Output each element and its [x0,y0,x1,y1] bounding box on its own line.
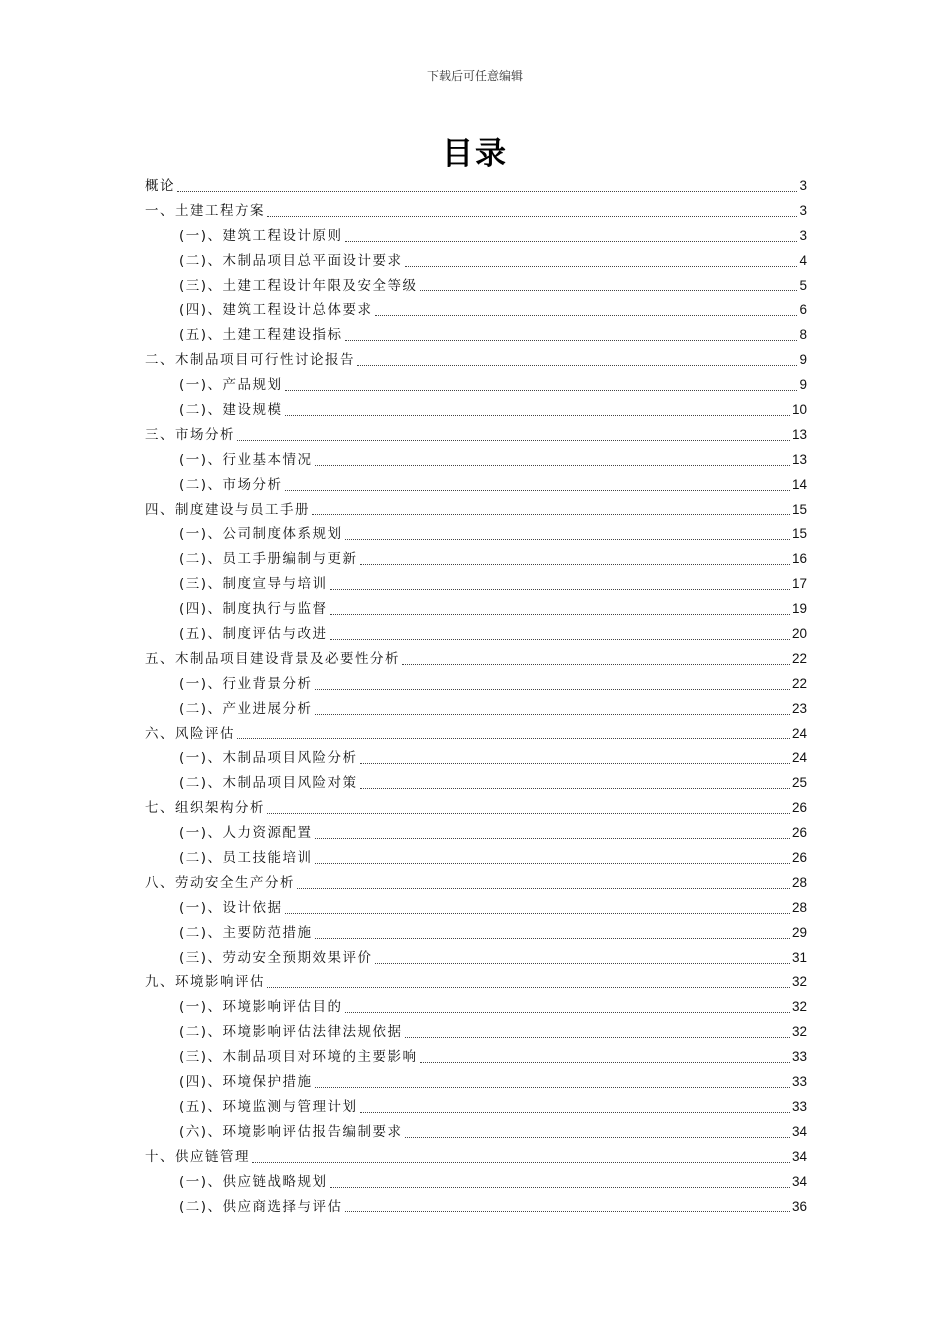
toc-entry-label: (二)、供应商选择与评估 [179,1198,343,1215]
toc-dot-leader [402,663,790,665]
toc-entry-label: (三)、土建工程设计年限及安全等级 [179,277,418,294]
toc-entry[interactable] [145,946,807,971]
toc-entry-page-number: 20 [791,626,807,642]
toc-entry[interactable] [145,547,807,572]
toc-dot-leader [360,563,790,565]
toc-dot-leader [360,762,790,764]
toc-entry-page-number: 3 [799,227,807,243]
toc-entry-page-number: 29 [791,924,807,940]
toc-entry-page-number: 9 [799,377,807,393]
toc-entry[interactable] [145,771,807,796]
toc-entry-page-number: 8 [799,327,807,343]
toc-entry-page-number: 33 [791,1049,807,1065]
toc-dot-leader [285,414,790,416]
toc-dot-leader [420,1061,790,1063]
toc-entry-page-number: 28 [791,874,807,890]
toc-entry-page-number: 34 [791,1123,807,1139]
toc-entry-page-number: 15 [791,501,807,517]
toc-entry-label: (二)、员工技能培训 [179,850,313,867]
toc-entry-label: (四)、建筑工程设计总体要求 [179,302,373,319]
toc-entry-page-number: 19 [791,601,807,617]
toc-dot-leader [405,1036,790,1038]
toc-entry-label: (一)、行业基本情况 [179,451,313,468]
toc-entry[interactable] [145,398,807,423]
toc-entry-label: 四、制度建设与员工手册 [145,501,310,518]
toc-entry[interactable] [145,995,807,1020]
toc-dot-leader [315,837,790,839]
toc-entry[interactable] [145,921,807,946]
toc-dot-leader [267,215,797,217]
toc-entry-label: (二)、建设规模 [179,402,283,418]
toc-entry[interactable] [145,1170,807,1195]
toc-entry-page-number: 3 [799,202,807,218]
toc-entry-page-number: 33 [791,1074,807,1090]
toc-entry-page-number: 34 [791,1173,807,1189]
toc-entry-label: (一)、环境影响评估目的 [179,999,343,1016]
toc-entry-page-number: 36 [791,1198,807,1214]
toc-dot-leader [315,862,790,864]
toc-entry-label: 五、木制品项目建设背景及必要性分析 [145,650,400,667]
toc-entry-page-number: 31 [791,949,807,965]
toc-entry-page-number: 23 [791,700,807,716]
toc-entry-page-number: 26 [791,825,807,841]
toc-entry-label: 六、风险评估 [145,725,235,742]
toc-entry[interactable] [145,423,807,448]
toc-entry-label: 九、环境影响评估 [145,974,265,991]
toc-entry-label: (二)、环境影响评估法律法规依据 [179,1024,403,1041]
toc-entry-label: (四)、制度执行与监督 [179,601,328,618]
toc-entry-page-number: 26 [791,800,807,816]
toc-dot-leader [357,364,797,366]
toc-entry-page-number: 5 [799,277,807,293]
toc-entry[interactable] [145,971,807,996]
toc-dot-leader [420,289,798,291]
toc-entry[interactable] [145,572,807,597]
toc-entry-page-number: 25 [791,775,807,791]
toc-dot-leader [345,1210,790,1212]
toc-dot-leader [345,1011,790,1013]
toc-entry-page-number: 17 [791,576,807,592]
toc-dot-leader [360,1111,790,1113]
toc-entry[interactable] [145,298,807,323]
toc-entry[interactable] [145,871,807,896]
toc-entry-page-number: 14 [791,476,807,492]
toc-entry-label: (一)、建筑工程设计原则 [179,227,343,244]
toc-entry-label: (二)、主要防范措施 [179,924,313,941]
toc-entry-label: (一)、人力资源配置 [179,825,313,842]
toc-entry-page-number: 32 [791,1024,807,1040]
toc-entry[interactable] [145,1195,807,1220]
toc-entry[interactable] [145,697,807,722]
toc-entry[interactable] [145,448,807,473]
toc-dot-leader [315,937,790,939]
page-header: 下载后可任意编辑 [426,69,523,83]
toc-entry-page-number: 33 [791,1098,807,1114]
toc-entry-page-number: 26 [791,850,807,866]
toc-entry[interactable] [145,1120,807,1145]
toc-entry-label: (一)、供应链战略规划 [179,1173,328,1190]
toc-dot-leader [345,538,790,540]
toc-entry-page-number: 22 [791,675,807,691]
toc-dot-leader [267,812,790,814]
toc-entry[interactable] [145,672,807,697]
toc-dot-leader [297,887,790,889]
toc-entry[interactable] [145,647,807,672]
toc-entry-label: (五)、土建工程建设指标 [179,327,343,344]
toc-entry-label: (三)、制度宣导与培训 [179,576,328,593]
toc-dot-leader [330,588,790,590]
toc-entry[interactable] [145,597,807,622]
toc-entry-page-number: 16 [791,551,807,567]
toc-entry-label: (一)、木制品项目风险分析 [179,750,358,767]
toc-dot-leader [252,1161,790,1163]
toc-entry-label: 十、供应链管理 [145,1148,250,1165]
toc-entry[interactable] [145,1045,807,1070]
toc-entry-label: (一)、公司制度体系规划 [179,526,343,543]
toc-dot-leader [345,240,798,242]
toc-entry[interactable] [145,1095,807,1120]
toc-entry-page-number: 32 [791,999,807,1015]
toc-entry-label: 二、木制品项目可行性讨论报告 [145,352,355,369]
toc-entry-page-number: 9 [799,352,807,368]
toc-entry[interactable] [145,373,807,398]
toc-entry[interactable] [145,722,807,747]
toc-entry-label: (二)、市场分析 [179,476,283,493]
toc-dot-leader [285,389,798,391]
toc-dot-leader [315,464,790,466]
toc-entry-page-number: 3 [799,177,807,193]
toc-entry-page-number: 32 [791,974,807,990]
toc-dot-leader [330,1186,790,1188]
toc-entry-label: (三)、劳动安全预期效果评价 [179,949,373,966]
toc-dot-leader [267,986,790,988]
toc-entry-label: 概论 [145,177,175,194]
toc-dot-leader [375,314,798,316]
toc-entry[interactable] [145,1145,807,1170]
toc-entry[interactable] [145,473,807,498]
toc-dot-leader [405,265,798,267]
toc-dot-leader [330,638,790,640]
toc-entry-label: (二)、木制品项目风险对策 [179,775,358,792]
toc-dot-leader [315,713,790,715]
toc-dot-leader [405,1136,790,1138]
toc-dot-leader [177,190,797,192]
toc-entry[interactable] [145,249,807,274]
toc-entry-page-number: 28 [791,899,807,915]
toc-entry-label: 七、组织架构分析 [145,800,265,817]
toc-entry-label: (二)、员工手册编制与更新 [179,551,358,568]
toc-entry-page-number: 22 [791,650,807,666]
toc-entry-label: 三、市场分析 [145,426,235,443]
toc-entry[interactable] [145,1070,807,1095]
toc-entry[interactable] [145,821,807,846]
toc-entry-label: (五)、环境监测与管理计划 [179,1098,358,1115]
toc-entry-page-number: 13 [791,426,807,442]
toc-dot-leader [237,737,790,739]
toc-entry[interactable] [145,896,807,921]
toc-entry-label: (六)、环境影响评估报告编制要求 [179,1123,403,1140]
toc-entry-page-number: 24 [791,725,807,741]
toc-entry-label: (一)、设计依据 [179,899,283,916]
toc-entry[interactable] [145,224,807,249]
toc-entry-label: (二)、木制品项目总平面设计要求 [179,252,403,269]
toc-entry[interactable] [145,174,807,199]
toc-entry-page-number: 6 [799,302,807,318]
toc-entry[interactable] [145,746,807,771]
toc-entry-label: (一)、行业背景分析 [179,675,313,692]
toc-dot-leader [315,688,790,690]
toc-dot-leader [345,339,798,341]
toc-entry-label: (四)、环境保护措施 [179,1074,313,1091]
toc-entry[interactable] [145,1020,807,1045]
toc-dot-leader [375,962,790,964]
toc-dot-leader [237,439,790,441]
toc-entry-page-number: 10 [791,402,807,417]
toc-dot-leader [360,787,790,789]
toc-dot-leader [285,489,790,491]
toc-entry-label: 八、劳动安全生产分析 [145,874,295,891]
toc-entry[interactable] [145,323,807,348]
toc-title: 目录 [442,136,508,172]
toc-entry-label: (三)、木制品项目对环境的主要影响 [179,1049,418,1066]
toc-entry-label: (五)、制度评估与改进 [179,626,328,643]
toc-entry-page-number: 13 [791,451,807,467]
toc-dot-leader [315,1086,790,1088]
toc-dot-leader [312,513,790,515]
toc-entry-page-number: 24 [791,750,807,766]
toc-entry-page-number: 15 [791,526,807,542]
toc-entry[interactable] [145,796,807,821]
toc-dot-leader [285,912,790,914]
toc-entry-label: (一)、产品规划 [179,377,283,394]
toc-dot-leader [330,613,790,615]
toc-entry[interactable] [145,846,807,871]
toc-entry[interactable] [145,498,807,523]
toc-entry[interactable] [145,199,807,224]
toc-entry[interactable] [145,522,807,547]
toc-entry-page-number: 34 [791,1148,807,1164]
toc-entry[interactable] [145,274,807,299]
toc-entry-page-number: 4 [799,252,807,268]
toc-entry-label: (二)、产业进展分析 [179,700,313,717]
table-of-contents [145,174,807,1219]
toc-entry[interactable] [145,622,807,647]
toc-entry[interactable] [145,348,807,373]
toc-entry-label: 一、土建工程方案 [145,202,265,219]
